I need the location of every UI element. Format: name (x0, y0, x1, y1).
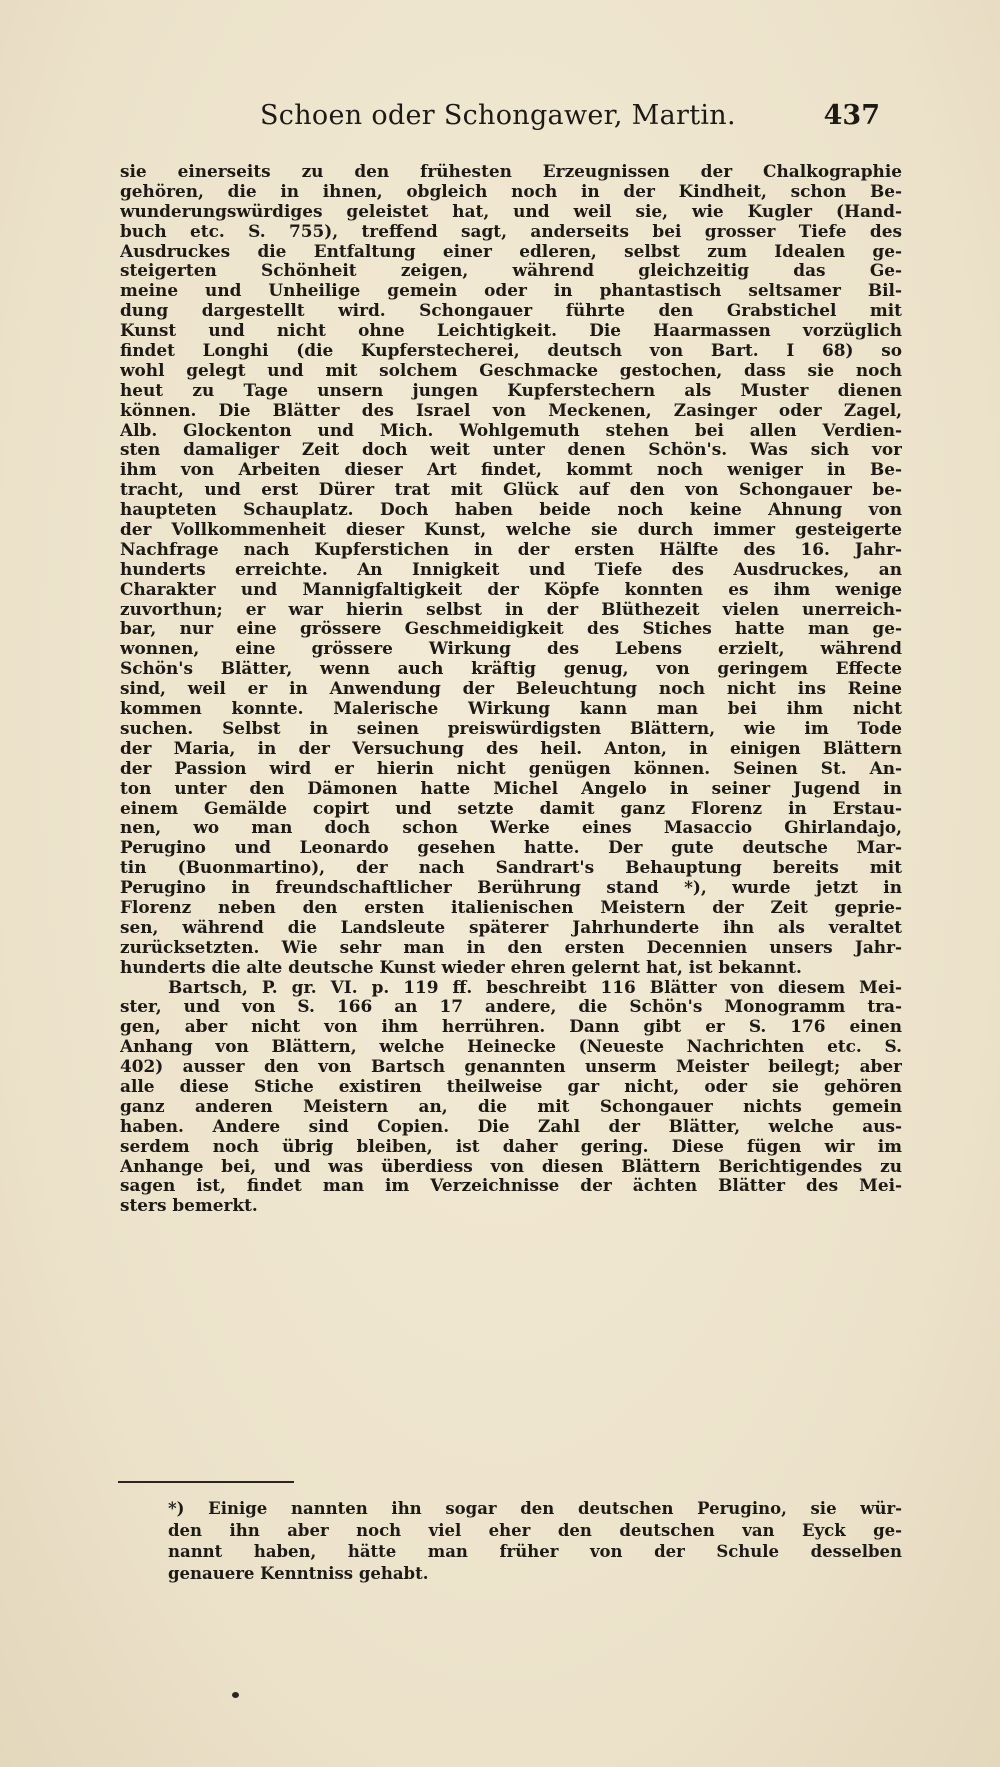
footnote-rule (118, 1481, 294, 1483)
text-line: Anhange bei, und was überdiess von diesen Blättern Berichtigendes zu (120, 1156, 902, 1176)
text-line: der Maria, in der Versuchung des heil. Anton, in einigen Blättern (120, 738, 902, 758)
text-line: Charakter und Mannigfaltigkeit der Köpfe konnten es ihm wenige (120, 579, 902, 599)
running-title: Schoen oder Schongawer, Martin. (260, 100, 736, 131)
text-line: wonnen, eine grössere Wirkung des Lebens erzielt, während (120, 639, 902, 659)
text-line: Anhang von Blättern, welche Heinecke (Neueste Nachrichten etc. S. (120, 1037, 902, 1057)
text-line: gehören, die in ihnen, obgleich noch in der Kindheit, schon Be- (120, 181, 902, 201)
text-line: ton unter den Dämonen hatte Michel Angelo in seiner Jugend in (120, 778, 902, 798)
text-line: dung dargestellt wird. Schongauer führte den Grabstichel mit (120, 301, 902, 321)
text-line: wunderungswürdiges geleistet hat, und weil sie, wie Kugler (Hand- (120, 201, 902, 221)
text-line: Perugino und Leonardo gesehen hatte. Der gute deutsche Mar- (120, 838, 902, 858)
text-line: der Passion wird er hierin nicht genügen können. Seinen St. An- (120, 758, 902, 778)
text-line: sters bemerkt. (120, 1196, 258, 1216)
page-header (120, 100, 880, 140)
text-line: 402) ausser den von Bartsch genannten unserm Meister beilegt; aber (120, 1057, 902, 1077)
text-line: Alb. Glockenton und Mich. Wohlgemuth stehen bei allen Verdien- (120, 420, 902, 440)
text-line: Nachfrage nach Kupferstichen in der ersten Hälfte des 16. Jahr- (120, 539, 902, 559)
text-line: nen, wo man doch schon Werke eines Masaccio Ghirlandajo, (120, 818, 902, 838)
text-line: serdem noch übrig bleiben, ist daher gering. Diese fügen wir im (120, 1136, 902, 1156)
text-line: Ausdruckes die Entfaltung einer edleren, selbst zum Idealen ge- (120, 241, 902, 261)
text-line: haupteten Schauplatz. Doch haben beide noch keine Ahnung von (120, 500, 902, 520)
text-line: ihm von Arbeiten dieser Art findet, kommt noch weniger in Be- (120, 460, 902, 480)
main-text (120, 162, 902, 1216)
text-line: können. Die Blätter des Israel von Meckenen, Zasinger oder Zagel, (120, 400, 902, 420)
text-line: steigerten Schönheit zeigen, während gleichzeitig das Ge- (120, 261, 902, 281)
footnote-line: genauere Kenntniss gehabt. (168, 1563, 429, 1583)
text-line: der Vollkommenheit dieser Kunst, welche sie durch immer gesteigerte (120, 520, 902, 540)
footnote-line: den ihn aber noch viel eher den deutschen van Eyck ge- (168, 1520, 902, 1540)
text-line: sagen ist, findet man im Verzeichnisse der ächten Blätter des Mei- (120, 1176, 902, 1196)
text-line: haben. Andere sind Copien. Die Zahl der Blätter, welche aus- (120, 1116, 902, 1136)
text-line: tracht, und erst Dürer trat mit Glück auf den von Schongauer be- (120, 480, 902, 500)
text-line: meine und Unheilige gemein oder in phantastisch seltsamer Bil- (120, 281, 902, 301)
footnote-line: *) Einige nannten ihn sogar den deutschen Perugino, sie wür- (168, 1499, 902, 1518)
ink-speck (232, 1692, 239, 1698)
text-line: Kunst und nicht ohne Leichtigkeit. Die Haarmassen vorzüglich (120, 321, 902, 341)
text-line: alle diese Stiche existiren theilweise gar nicht, oder sie gehören (120, 1076, 902, 1096)
page-number: 437 (823, 100, 880, 131)
text-line: sen, während die Landsleute späterer Jahrhunderte ihn als veraltet (120, 917, 902, 937)
text-line: sten damaliger Zeit doch weit unter denen Schön's. Was sich vor (120, 440, 902, 460)
text-line: bar, nur eine grössere Geschmeidigkeit des Stiches hatte man ge- (120, 619, 902, 639)
text-line: wohl gelegt und mit solchem Geschmacke gestochen, dass sie noch (120, 360, 902, 380)
text-line: suchen. Selbst in seinen preiswürdigsten Blättern, wie im Tode (120, 718, 902, 738)
text-line: zurücksetzten. Wie sehr man in den ersten Decennien unsers Jahr- (120, 937, 902, 957)
text-line: sie einerseits zu den frühesten Erzeugnissen der Chalkographie (120, 162, 902, 181)
footnote-line: nannt haben, hätte man früher von der Schule desselben (168, 1542, 902, 1562)
text-line: hunderts erreichte. An Innigkeit und Tiefe des Ausdruckes, an (120, 559, 902, 579)
text-line: ganz anderen Meistern an, die mit Schongauer nichts gemein (120, 1096, 902, 1116)
text-line: tin (Buonmartino), der nach Sandrart's Behauptung bereits mit (120, 858, 902, 878)
text-line: einem Gemälde copirt und setzte damit ganz Florenz in Erstau- (120, 798, 902, 818)
text-line: gen, aber nicht von ihm herrühren. Dann gibt er S. 176 einen (120, 1017, 902, 1037)
text-line: zuvorthun; er war hierin selbst in der Blüthezeit vielen unerreich- (120, 599, 902, 619)
footnote (168, 1498, 902, 1584)
text-line: Bartsch, P. gr. VI. p. 119 ff. beschreibt 116 Blätter von diesem Mei- (168, 977, 902, 997)
text-line: heut zu Tage unsern jungen Kupferstechern als Muster dienen (120, 380, 902, 400)
text-line: hunderts die alte deutsche Kunst wieder ehren gelernt hat, ist bekannt. (120, 957, 802, 977)
text-line: findet Longhi (die Kupferstecherei, deutsch von Bart. I 68) so (120, 341, 902, 361)
text-line: Schön's Blätter, wenn auch kräftig genug, von geringem Effecte (120, 659, 902, 679)
text-line: kommen konnte. Malerische Wirkung kann man bei ihm nicht (120, 699, 902, 719)
text-line: ster, und von S. 166 an 17 andere, die Schön's Monogramm tra- (120, 997, 902, 1017)
text-line: buch etc. S. 755), treffend sagt, anderseits bei grosser Tiefe des (120, 221, 902, 241)
text-line: Perugino in freundschaftlicher Berührung stand *), wurde jetzt in (120, 878, 902, 898)
text-line: Florenz neben den ersten italienischen Meistern der Zeit geprie- (120, 897, 902, 917)
text-line: sind, weil er in Anwendung der Beleuchtung noch nicht ins Reine (120, 679, 902, 699)
